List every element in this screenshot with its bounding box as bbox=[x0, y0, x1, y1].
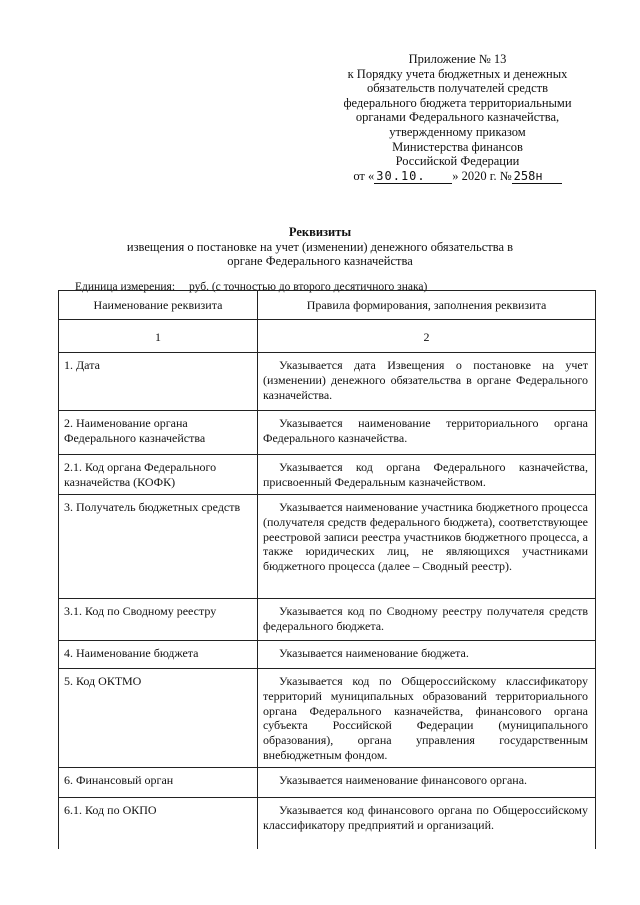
requisite-name: 3. Получатель бюджетных средств bbox=[59, 495, 258, 599]
appendix-line: федерального бюджета территориальными bbox=[343, 95, 572, 110]
title-line-1: извещения о постановке на учет (изменении) денежного обязательства в bbox=[126, 239, 514, 254]
appendix-header bbox=[305, 52, 610, 184]
requisite-name: 2. Наименование органа Федерального казначейства bbox=[59, 411, 258, 455]
table-header-row bbox=[59, 291, 596, 320]
column-header-name: Наименование реквизита bbox=[59, 291, 258, 320]
requisite-name: 6.1. Код по ОКПО bbox=[59, 797, 258, 849]
table-row bbox=[59, 599, 596, 641]
appendix-line: обязательств получателей средств bbox=[366, 81, 549, 96]
requisite-rule: Указывается наименование участника бюджетного процесса (получателя средств федерального бюджета), соответствующее реестровой записи реестра участников бюджетного процесса, а также юридических лиц, не являющихся участниками бюджетного процесса (далее – Сводный реестр). bbox=[258, 495, 596, 599]
units-value: руб. (с точностью до второго десятичного знака) bbox=[189, 281, 428, 293]
appendix-line: Приложение № 13 bbox=[408, 52, 507, 66]
requisite-rule: Указывается код по Общероссийскому классификатору территорий муниципальных образований территориального органа Федерального казначейства, финансового органа субъекта Российской Федерации (муниципального образования), органа управления государственным внебюджетным фондом. bbox=[258, 669, 596, 768]
date-prefix: от « bbox=[353, 168, 375, 183]
table-row bbox=[59, 767, 596, 797]
requisite-name: 2.1. Код органа Федерального казначейства (КОФК) bbox=[59, 455, 258, 495]
requisite-rule: Указывается наименование территориального органа Федерального казначейства. bbox=[258, 411, 596, 455]
appendix-line: утвержденному приказом bbox=[389, 124, 526, 139]
table-row bbox=[59, 411, 596, 455]
requisite-rule: Указывается код финансового органа по Общероссийскому классификатору предприятий и организаций. bbox=[258, 797, 596, 849]
table-row bbox=[59, 455, 596, 495]
handwritten-date: 30.10. bbox=[374, 169, 452, 185]
title-line-2: органе Федерального казначейства bbox=[227, 254, 413, 268]
column-index: 2 bbox=[258, 320, 596, 353]
table-row bbox=[59, 669, 596, 768]
appendix-line: к Порядку учета бюджетных и денежных bbox=[347, 66, 568, 81]
requisite-name: 1. Дата bbox=[59, 353, 258, 411]
table-row bbox=[59, 797, 596, 849]
appendix-line: органами Федерального казначейства, bbox=[355, 110, 560, 125]
units-label: Единица измерения: bbox=[75, 281, 176, 293]
requisite-name: 4. Наименование бюджета bbox=[59, 641, 258, 669]
table-row bbox=[59, 641, 596, 669]
date-suffix: » 2020 г. № bbox=[452, 168, 512, 183]
requisite-rule: Указывается наименование финансового органа. bbox=[258, 767, 596, 797]
requisite-name: 6. Финансовый орган bbox=[59, 767, 258, 797]
requisite-rule: Указывается дата Извещения о постановке на учет (изменении) денежного обязательства в органе Федерального казначейства. bbox=[258, 353, 596, 411]
order-date-line bbox=[305, 169, 610, 185]
column-index-row bbox=[59, 320, 596, 353]
table-row bbox=[59, 353, 596, 411]
requisite-rule: Указывается код по Сводному реестру получателя средств федерального бюджета. bbox=[258, 599, 596, 641]
requisite-name: 3.1. Код по Сводному реестру bbox=[59, 599, 258, 641]
appendix-line: Министерства финансов bbox=[392, 139, 523, 154]
requisite-rule: Указывается наименование бюджета. bbox=[258, 641, 596, 669]
column-index: 1 bbox=[59, 320, 258, 353]
requisite-name: 5. Код ОКТМО bbox=[59, 669, 258, 768]
column-header-rule: Правила формирования, заполнения реквизита bbox=[258, 291, 596, 320]
table-row bbox=[59, 495, 596, 599]
requisite-rule: Указывается код органа Федерального казначейства, присвоенный Федеральным казначейством. bbox=[258, 455, 596, 495]
document-title bbox=[60, 225, 580, 269]
title-heading: Реквизиты bbox=[288, 225, 352, 239]
requisites-table bbox=[58, 290, 596, 849]
appendix-line: Российской Федерации bbox=[395, 154, 520, 169]
handwritten-order-number: 258н bbox=[512, 169, 562, 185]
